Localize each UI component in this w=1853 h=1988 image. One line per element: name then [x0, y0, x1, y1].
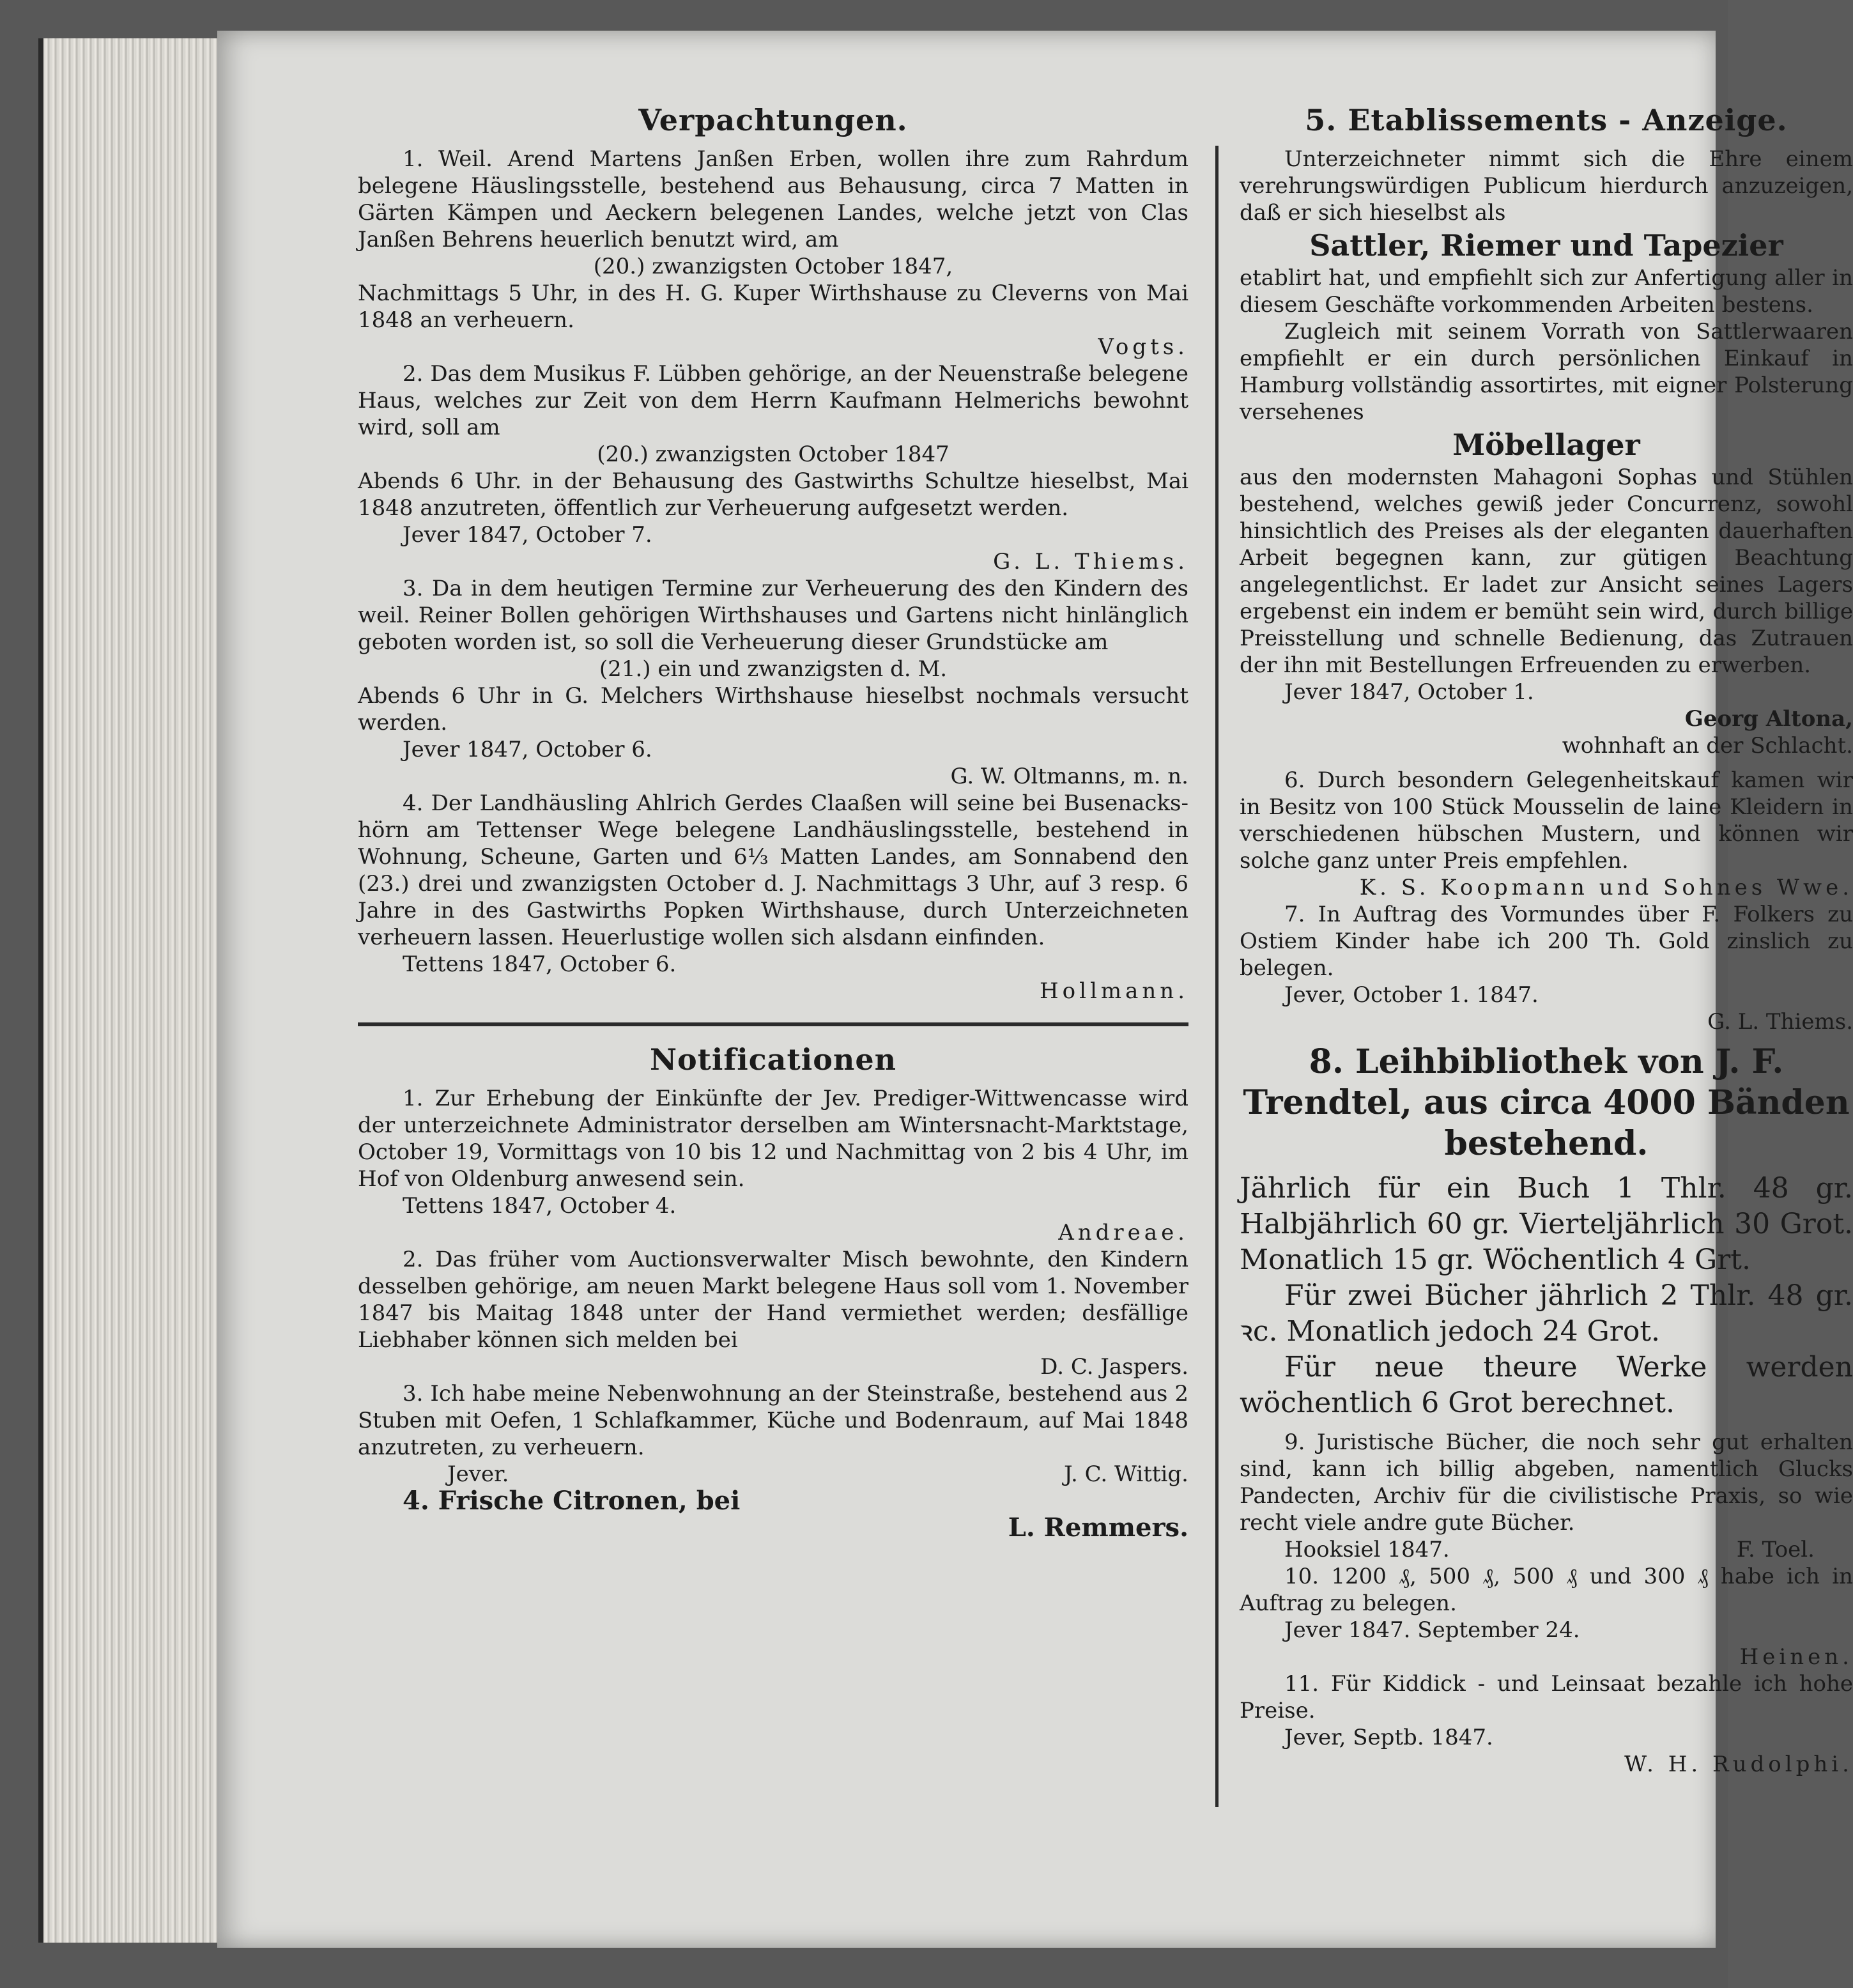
notice [1240, 1670, 1853, 1778]
notice-text: 4. Frische Citronen, bei [403, 1486, 741, 1516]
notice-text: 2. Das dem Musikus F. Lübben gehörige, an der Neuenstraße belegene Haus, welches zur Zeit von dem Herrn Kaufmann Helmerichs bewohnt wird, soll am [358, 361, 1188, 440]
notice-date: (20.) zwanzigsten October 1847 [597, 442, 950, 467]
notice-signer: W. H. Rudolphi. [1624, 1752, 1853, 1777]
notice-text: 6. Durch besondern Gelegenheitskauf kamen wir in Besitz von 100 Stück Mousselin de laine Kleidern in verschiedenen hübschen Mustern, und können wir solche ganz unter Preis empfehlen. [1240, 767, 1853, 874]
price-line: Jährlich für ein Buch 1 Thlr. 48 gr. Halbjährlich 60 gr. Vierteljährlich 30 Grot. Monatlich 15 gr. Wöchentlich 4 Grt. [1240, 1172, 1853, 1276]
notice-place-date: Jever, October 1. 1847. [1284, 982, 1539, 1008]
notice [358, 1085, 1188, 1246]
notice-text: 7. In Auftrag des Vormundes über F. Folkers zu Ostiem Kinder habe ich 200 Th. Gold zinslich zu belegen. [1240, 902, 1853, 981]
etablissement-text: etablirt hat, und empfiehlt sich zur Anfertigung aller in diesem Geschäfte vorkommenden Arbeiten bestens. [1240, 265, 1853, 318]
notice [1240, 1563, 1853, 1670]
notice-text: 3. Ich habe meine Nebenwohnung an der Steinstraße, bestehend aus 2 Stuben mit Oefen, 1 Schlafkammer, Küche und Bodenraum, auf Mai 1848 anzutreten, zu verheuern. [358, 1381, 1188, 1460]
notice-text: 1. Zur Erhebung der Einkünfte der Jev. Prediger-Wittwencasse wird der unterzeichnete Administrator derselben am Wintersnacht-Marktstage, October 19, Vormittags von 10 bis 12 und Nachmittag von 2 bis 4 Uhr, im Hof von Oldenburg anwesend sein. [358, 1086, 1188, 1192]
notice-text: 2. Das früher vom Auctionsverwalter Misch bewohnte, den Kindern desselben gehörige, am neuen Markt belegene Haus soll vom 1. November 1847 bis Maitag 1848 unter der Hand vermiethet werden; desfällige Liebhaber können sich melden bei [358, 1247, 1188, 1353]
book-page-edges [38, 38, 235, 1943]
etablissement-text: Zugleich mit seinem Vorrath von Sattlerwaaren empfiehlt er ein durch persönlichen Einkauf in Hamburg vollständig assortirtes, mit eigner Polsterung versehenes [1240, 319, 1853, 425]
notice-place-date: Tettens 1847, October 6. [403, 952, 677, 977]
notice-signer: Hollmann. [1040, 978, 1188, 1004]
notice [358, 1488, 1188, 1541]
notice-signer: Heinen. [1739, 1644, 1853, 1670]
notice [358, 575, 1188, 790]
notice-address: wohnhaft an der Schlacht. [1562, 733, 1853, 759]
notice-place-date: Jever 1847, October 7. [403, 522, 652, 548]
notice-signer: K. S. Koopmann und Sohnes Wwe. [1359, 875, 1853, 900]
notice [1240, 901, 1853, 1035]
notice-signer: Andreae. [1058, 1220, 1188, 1245]
notice-signer: Georg Altona, [1684, 706, 1853, 732]
notice-signer: G. L. Thiems. [993, 549, 1188, 574]
notice-text: Nachmittags 5 Uhr, in des H. G. Kuper Wirthshause zu Cleverns von Mai 1848 an verheuern. [358, 281, 1188, 333]
notice-place: Jever. [447, 1461, 509, 1487]
notice-place-date: Tettens 1847, October 4. [403, 1193, 677, 1219]
notice-signer: G. L. Thiems. [1707, 1009, 1853, 1035]
etablissement-lager: Möbellager [1452, 428, 1640, 462]
notice-place-signer [358, 1461, 1188, 1488]
notice-text: 1. Weil. Arend Martens Janßen Erben, wollen ihre zum Rahrdum belegene Häuslingsstelle, bestehend aus Behausung, circa 7 Matten in Gärten Kämpen und Aeckern belegenen Landes, welche jetzt von Clas Janßen Behrens heuerlich benutzt wird, am [358, 146, 1188, 252]
notice-text: 3. Da in dem heutigen Termine zur Verheuerung des den Kindern des weil. Reiner Bollen gehörigen Wirthshauses und Gartens nicht hinlänglich geboten worden ist, so soll die Verheuerung dieser Grundstücke am [358, 576, 1188, 655]
section-divider [358, 1022, 1188, 1026]
column-divider [1215, 146, 1219, 1807]
notice-place-date: Jever 1847, October 1. [1284, 679, 1534, 705]
section-title-verpachtungen: Verpachtungen. [638, 103, 908, 137]
section-title-notificationen: Notificationen [649, 1042, 897, 1077]
notice [358, 146, 1188, 360]
notice-text: 11. Für Kiddick - und Leinsaat bezahle ich hohe Preise. [1240, 1671, 1853, 1723]
notice-signer: J. C. Wittig. [1063, 1461, 1188, 1487]
right-column [1240, 101, 1853, 1778]
section-title-etablissement: 5. Etablissements - Anzeige. [1305, 103, 1788, 137]
etablissement-trade: Sattler, Riemer und Tapezier [1309, 228, 1783, 263]
notice-text: Abends 6 Uhr. in der Behausung des Gastwirths Schultze hieselbst, Mai 1848 anzutreten, öffentlich zur Verheuerung aufgesetzt werden. [358, 468, 1188, 521]
notice-place-date: Jever 1847. September 24. [1284, 1617, 1580, 1643]
notice-place-date: Jever 1847, October 6. [403, 737, 652, 762]
newspaper-page [217, 31, 1853, 1948]
notice-signer: G. W. Oltmanns, m. n. [950, 764, 1188, 789]
leihbibliothek-title: 8. Leihbibliothek von J. F. Trendtel, aus circa 4000 Bänden bestehend. [1243, 1042, 1850, 1163]
left-column [358, 101, 1188, 1541]
notice-date: (21.) ein und zwanzigsten d. M. [599, 656, 948, 682]
etablissement-text: aus den modernsten Mahagoni Sophas und Stühlen bestehend, welches gewiß jeder Concurrenz, sowohl hinsichtlich des Preises als der eleganten dauerhaften Arbeit begegnen kann, zur gütigen Beachtung angelegentlichst. Er ladet zur Ansicht seines Lagers ergebenst ein indem er bemüht sein wird, durch billige Preisstellung und schnelle Bedienung, das Zutrauen der ihn mit Bestellungen Erfreuenden zu erwerben. [1240, 465, 1853, 678]
notice-text: 10. 1200 ₰, 500 ₰, 500 ₰ und 300 ₰ habe ich in Auftrag zu belegen. [1240, 1564, 1853, 1616]
notice-text: 9. Juristische Bücher, die noch sehr gut erhalten sind, kann ich billig abgeben, namentlich Glucks Pandecten, Archiv für die civilistische Praxis, so wie recht viele andre gute Bücher. [1240, 1429, 1853, 1536]
notice-place-signer [1240, 1536, 1853, 1563]
notice-signer: Vogts. [1098, 334, 1188, 360]
notice-text: Abends 6 Uhr in G. Melchers Wirthshause hieselbst nochmals versucht werden. [358, 683, 1188, 736]
notice-place-date: Jever, Septb. 1847. [1284, 1725, 1493, 1750]
notice [1240, 1429, 1853, 1563]
notice-signer: L. Remmers. [1008, 1513, 1188, 1543]
notice-date: (20.) zwanzigsten October 1847, [593, 254, 953, 279]
notice [1240, 767, 1853, 901]
price-line: Für neue theure Werke werden wöchentlich 6 Grot berechnet. [1240, 1351, 1853, 1419]
notice-place-date: Hooksiel 1847. [1284, 1537, 1450, 1562]
etablissement-intro: Unterzeichneter nimmt sich die Ehre einem verehrungswürdigen Publicum hierdurch anzuzeigen, daß er sich hieselbst als [1240, 146, 1853, 226]
notice [358, 1380, 1188, 1488]
notice [358, 1246, 1188, 1380]
notice [358, 360, 1188, 575]
notice-signer: F. Toel. [1736, 1537, 1815, 1562]
notice [358, 790, 1188, 1005]
notice-signer: D. C. Jaspers. [1040, 1354, 1188, 1380]
notice-text: 4. Der Landhäusling Ahlrich Gerdes Claaßen will seine bei Busenackshörn am Tettenser Wege belegene Landhäuslingsstelle, bestehend in Wohnung, Scheune, Garten und 6⅓ Matten Landes, am Sonnabend den (23.) drei und zwanzigsten October d. J. Nachmittags 3 Uhr, auf 3 resp. 6 Jahre in des Gastwirths Popken Wirthshause, durch Unterzeichneten verheuern lassen. Heuerlustige wollen sich alsdann einfinden. [358, 790, 1188, 950]
price-line: Für zwei Bücher jährlich 2 Thlr. 48 gr. ꝛc. Monatlich jedoch 24 Grot. [1240, 1279, 1853, 1348]
